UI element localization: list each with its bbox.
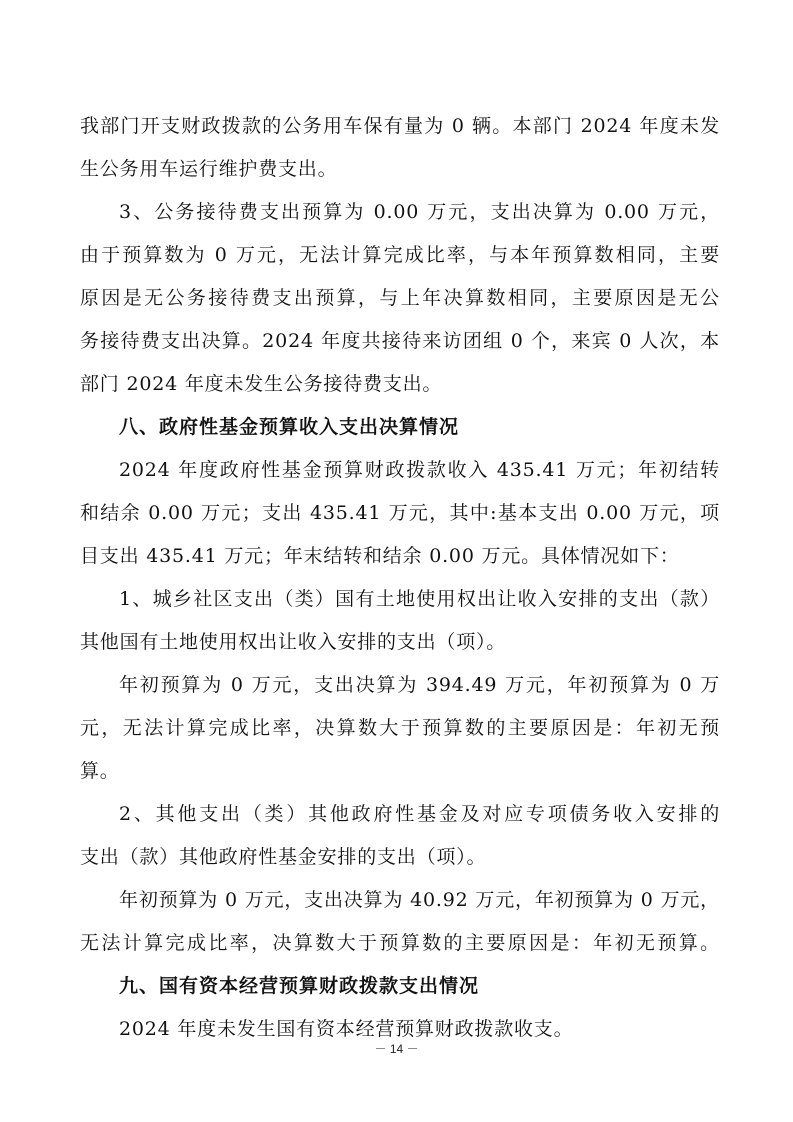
paragraph-line: 元，无法计算完成比率，决算数大于预算数的主要原因是：年初无预 [80, 717, 720, 739]
paragraph-line: 我部门开支财政拨款的公务用车保有量为 0 辆。本部门 2024 年度未发 [80, 115, 720, 137]
paragraph-line: 和结余 0.00 万元；支出 435.41 万元，其中:基本支出 0.00 万元，项 [80, 502, 720, 524]
paragraph-line: 原因是无公务接待费支出预算，与上年决算数相同，主要原因是无公 [80, 287, 720, 309]
paragraph-line: 年初预算为 0 万元，支出决算为 40.92 万元，年初预算为 0 万元， [119, 889, 720, 911]
paragraph-line: 其他国有土地使用权出让收入安排的支出（项）。 [80, 631, 507, 653]
paragraph-line: 年初预算为 0 万元，支出决算为 394.49 万元，年初预算为 0 万 [119, 674, 720, 696]
paragraph-line: 无法计算完成比率，决算数大于预算数的主要原因是：年初无预算。 [80, 932, 720, 954]
section-heading: 八、政府性基金预算收入支出决算情况 [119, 416, 460, 438]
paragraph-line: 目支出 435.41 万元；年末结转和结余 0.00 万元。具体情况如下： [80, 545, 680, 567]
paragraph-line: 1、城乡社区支出（类）国有土地使用权出让收入安排的支出（款） [119, 588, 720, 610]
paragraph-line: 支出（款）其他政府性基金安排的支出（项）。 [80, 846, 487, 868]
paragraph-line: 生公务用车运行维护费支出。 [80, 158, 338, 180]
paragraph-line: 算。 [80, 760, 120, 782]
paragraph-line: 2、其他支出（类）其他政府性基金及对应专项债务收入安排的 [119, 803, 720, 825]
paragraph-line: 3、公务接待费支出预算为 0.00 万元，支出决算为 0.00 万元， [119, 201, 720, 223]
paragraph-line: 2024 年度政府性基金预算财政拨款收入 435.41 万元；年初结转 [119, 459, 720, 481]
paragraph-line: 由于预算数为 0 万元，无法计算完成比率，与本年预算数相同，主要 [80, 244, 720, 266]
section-heading: 九、国有资本经营预算财政拨款支出情况 [119, 975, 480, 997]
paragraph-line: 2024 年度未发生国有资本经营预算财政拨款收支。 [119, 1018, 574, 1040]
paragraph-line: 务接待费支出决算。2024 年度共接待来访团组 0 个，来宾 0 人次，本 [80, 330, 720, 352]
paragraph-line: 部门 2024 年度未发生公务接待费支出。 [80, 373, 443, 395]
page-number: － 14 － [374, 1042, 419, 1056]
